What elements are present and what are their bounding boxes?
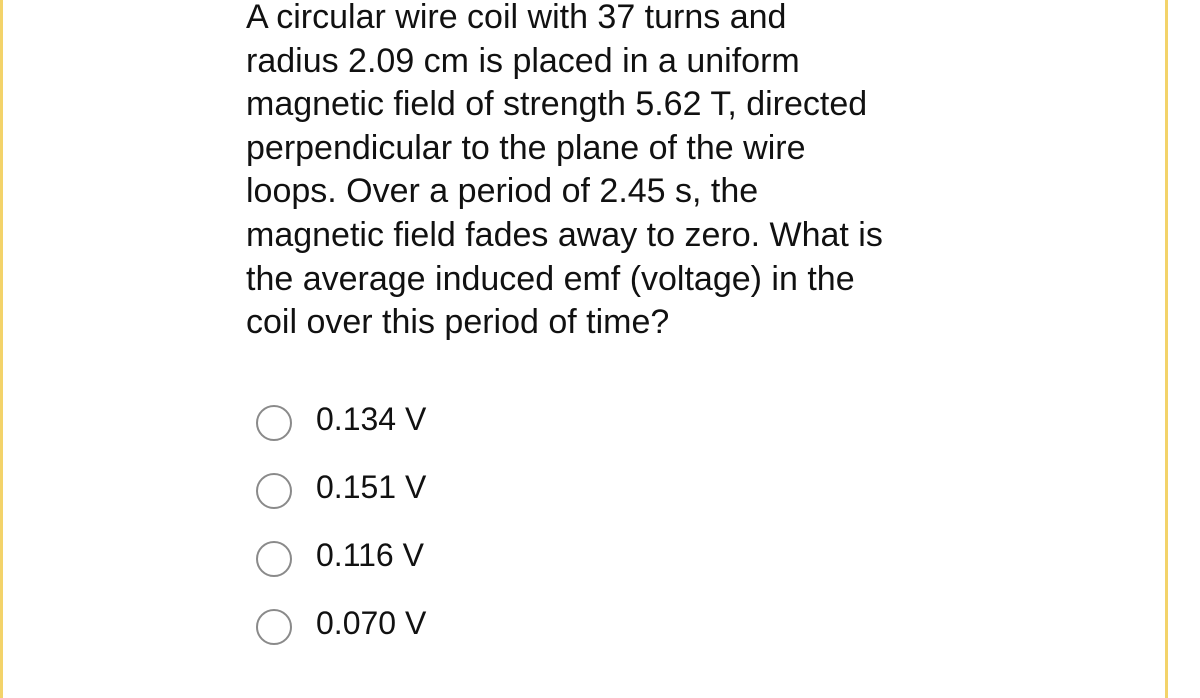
right-border [1165,0,1168,698]
answer-option-label: 0.134 V [316,400,427,437]
answer-option-label: 0.116 V [316,536,424,573]
radio-button[interactable] [256,541,292,577]
answer-option[interactable] [256,531,426,578]
question-text: A circular wire coil with 37 turns and radius 2.09 cm is placed in a uniform magnetic field of strength 5.62 T, directed perpendicular to the plane of the wire loops. Over a period of 2.45 s, the magnetic field fades away to zero. What is the average induced emf (voltage) in the coil over this period of time? [246,0,883,342]
answer-option[interactable] [256,463,426,510]
answer-option[interactable] [256,395,426,442]
radio-button[interactable] [256,473,292,509]
answer-options [256,395,426,667]
answer-option[interactable] [256,599,426,646]
left-border [0,0,3,698]
radio-button[interactable] [256,405,292,441]
answer-option-label: 0.151 V [316,468,427,505]
answer-option-label: 0.070 V [316,604,427,641]
radio-button[interactable] [256,609,292,645]
